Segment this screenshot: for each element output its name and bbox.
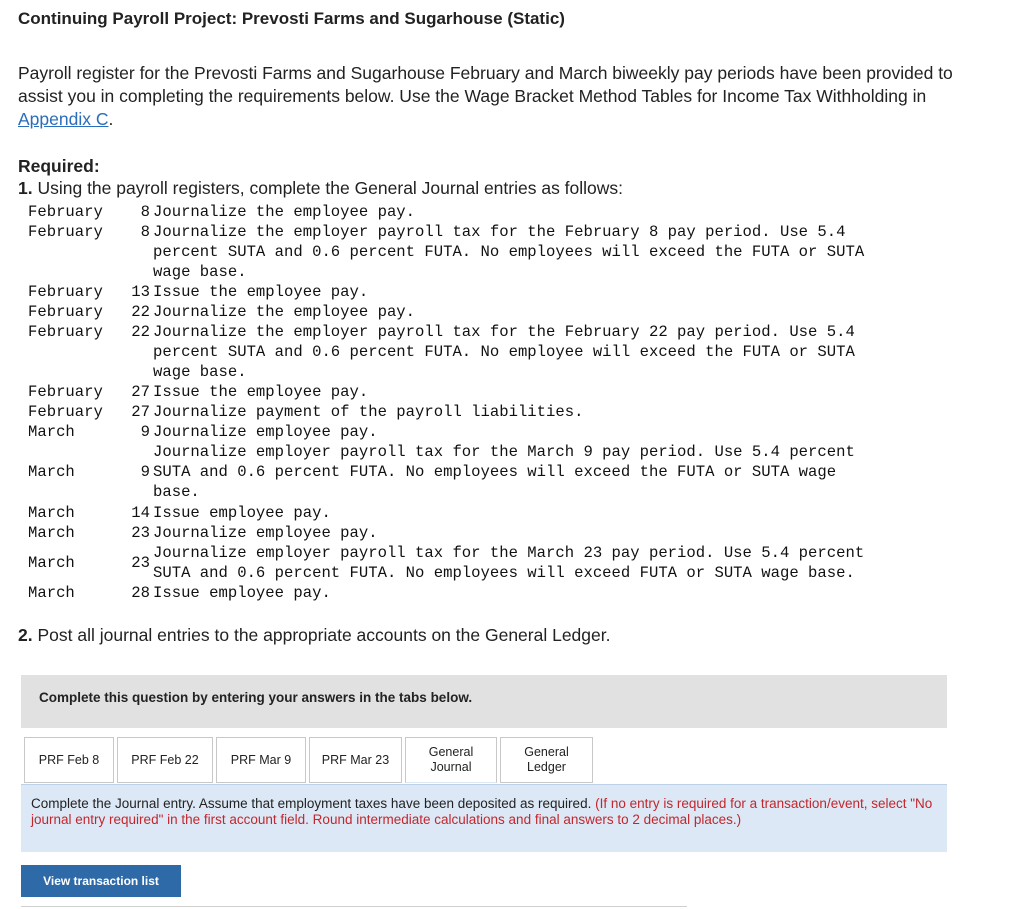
entry-text: Journalize employee pay. xyxy=(153,423,378,441)
entry-month: February xyxy=(28,403,103,421)
page-title: Continuing Payroll Project: Prevosti Farms and Sugarhouse (Static) xyxy=(18,9,565,28)
entry-month: February xyxy=(28,383,103,401)
requirement-1-text: Using the payroll registers, complete the General Journal entries as follows: xyxy=(32,178,624,198)
tab-general-journal[interactable]: General Journal xyxy=(405,737,497,783)
tab-prf-feb-22[interactable]: PRF Feb 22 xyxy=(117,737,213,783)
entry-month: March xyxy=(28,423,75,441)
tab-general-ledger[interactable]: General Ledger xyxy=(500,737,593,783)
entry-text: Journalize employee pay. xyxy=(153,524,378,542)
entry-text: Journalize employer payroll tax for the March 9 pay period. Use 5.4 percent SUTA and 0.6 percent FUTA. No employees will exceed the FUTA or SUTA wage base. xyxy=(153,443,855,501)
intro-paragraph xyxy=(18,62,958,131)
entry-text: Journalize the employer payroll tax for the February 22 pay period. Use 5.4 percent SUTA and 0.6 percent FUTA. No employee will exceed the FUTA or SUTA wage base. xyxy=(153,323,855,381)
requirement-1-number: 1. xyxy=(18,178,33,198)
required-heading: Required: xyxy=(18,156,100,176)
entry-day: 23 xyxy=(131,554,150,572)
appendix-c-link[interactable]: Appendix C xyxy=(18,109,109,129)
entry-text: Issue the employee pay. xyxy=(153,283,369,301)
entry-month: March xyxy=(28,504,75,522)
entry-text: Issue employee pay. xyxy=(153,584,331,602)
info-text: Complete the Journal entry. Assume that employment taxes have been deposited as required. xyxy=(31,796,596,811)
entry-month: March xyxy=(28,554,75,572)
entry-day: 8 xyxy=(140,203,150,221)
entry-text: Journalize the employee pay. xyxy=(153,203,416,221)
requirement-2-text: Post all journal entries to the appropriate accounts on the General Ledger. xyxy=(32,625,611,645)
entry-month: March xyxy=(28,463,75,481)
entry-day: 28 xyxy=(131,584,150,602)
entry-day: 22 xyxy=(131,323,150,341)
view-transaction-list-button[interactable]: View transaction list xyxy=(21,865,181,897)
divider xyxy=(21,906,687,907)
intro-text: Payroll register for the Prevosti Farms and Sugarhouse February and March biweekly pay periods have been provided to assist you in completing the requirements below. Use the Wage Bracket Method Tables for Income Tax Withholding in xyxy=(18,63,953,106)
intro-after: . xyxy=(108,109,114,129)
entry-text: Issue the employee pay. xyxy=(153,383,369,401)
entry-day: 9 xyxy=(140,423,150,441)
entry-text: Journalize payment of the payroll liabilities. xyxy=(153,403,584,421)
entry-text: Issue employee pay. xyxy=(153,504,331,522)
entry-text: Journalize the employer payroll tax for the February 8 pay period. Use 5.4 percent SUTA and 0.6 percent FUTA. No employees will exceed the FUTA or SUTA wage base. xyxy=(153,223,865,281)
entry-month: March xyxy=(28,524,75,542)
instruction-text: Complete this question by entering your answers in the tabs below. xyxy=(39,690,473,705)
requirement-2-number: 2. xyxy=(18,625,33,645)
entry-day: 13 xyxy=(131,283,150,301)
tab-prf-feb-8[interactable]: PRF Feb 8 xyxy=(24,737,114,783)
requirement-1 xyxy=(18,178,623,199)
entry-month: February xyxy=(28,323,103,341)
entry-month: March xyxy=(28,584,75,602)
entry-day: 9 xyxy=(140,463,150,481)
entry-day: 27 xyxy=(131,383,150,401)
instructions-panel xyxy=(21,784,947,852)
entry-day: 22 xyxy=(131,303,150,321)
tab-prf-mar-9[interactable]: PRF Mar 9 xyxy=(216,737,306,783)
entry-text: Journalize the employee pay. xyxy=(153,303,416,321)
entry-month: February xyxy=(28,283,103,301)
tab-prf-mar-23[interactable]: PRF Mar 23 xyxy=(309,737,402,783)
entry-day: 23 xyxy=(131,524,150,542)
entry-month: February xyxy=(28,203,103,221)
entry-month: February xyxy=(28,303,103,321)
requirement-2 xyxy=(18,625,610,646)
info-note: (If no entry is required for a transaction/event, select "No journal entry required" in the first account field. Round intermediate calculations and final answers to 2 decimal places.) xyxy=(31,796,933,827)
entry-day: 27 xyxy=(131,403,150,421)
entry-day: 8 xyxy=(140,223,150,241)
instruction-banner xyxy=(21,675,947,728)
entry-month: February xyxy=(28,223,103,241)
entry-text: Journalize employer payroll tax for the March 23 pay period. Use 5.4 percent SUTA and 0.6 percent FUTA. No employees will exceed FUTA or SUTA wage base. xyxy=(153,544,865,582)
entry-day: 14 xyxy=(131,504,150,522)
